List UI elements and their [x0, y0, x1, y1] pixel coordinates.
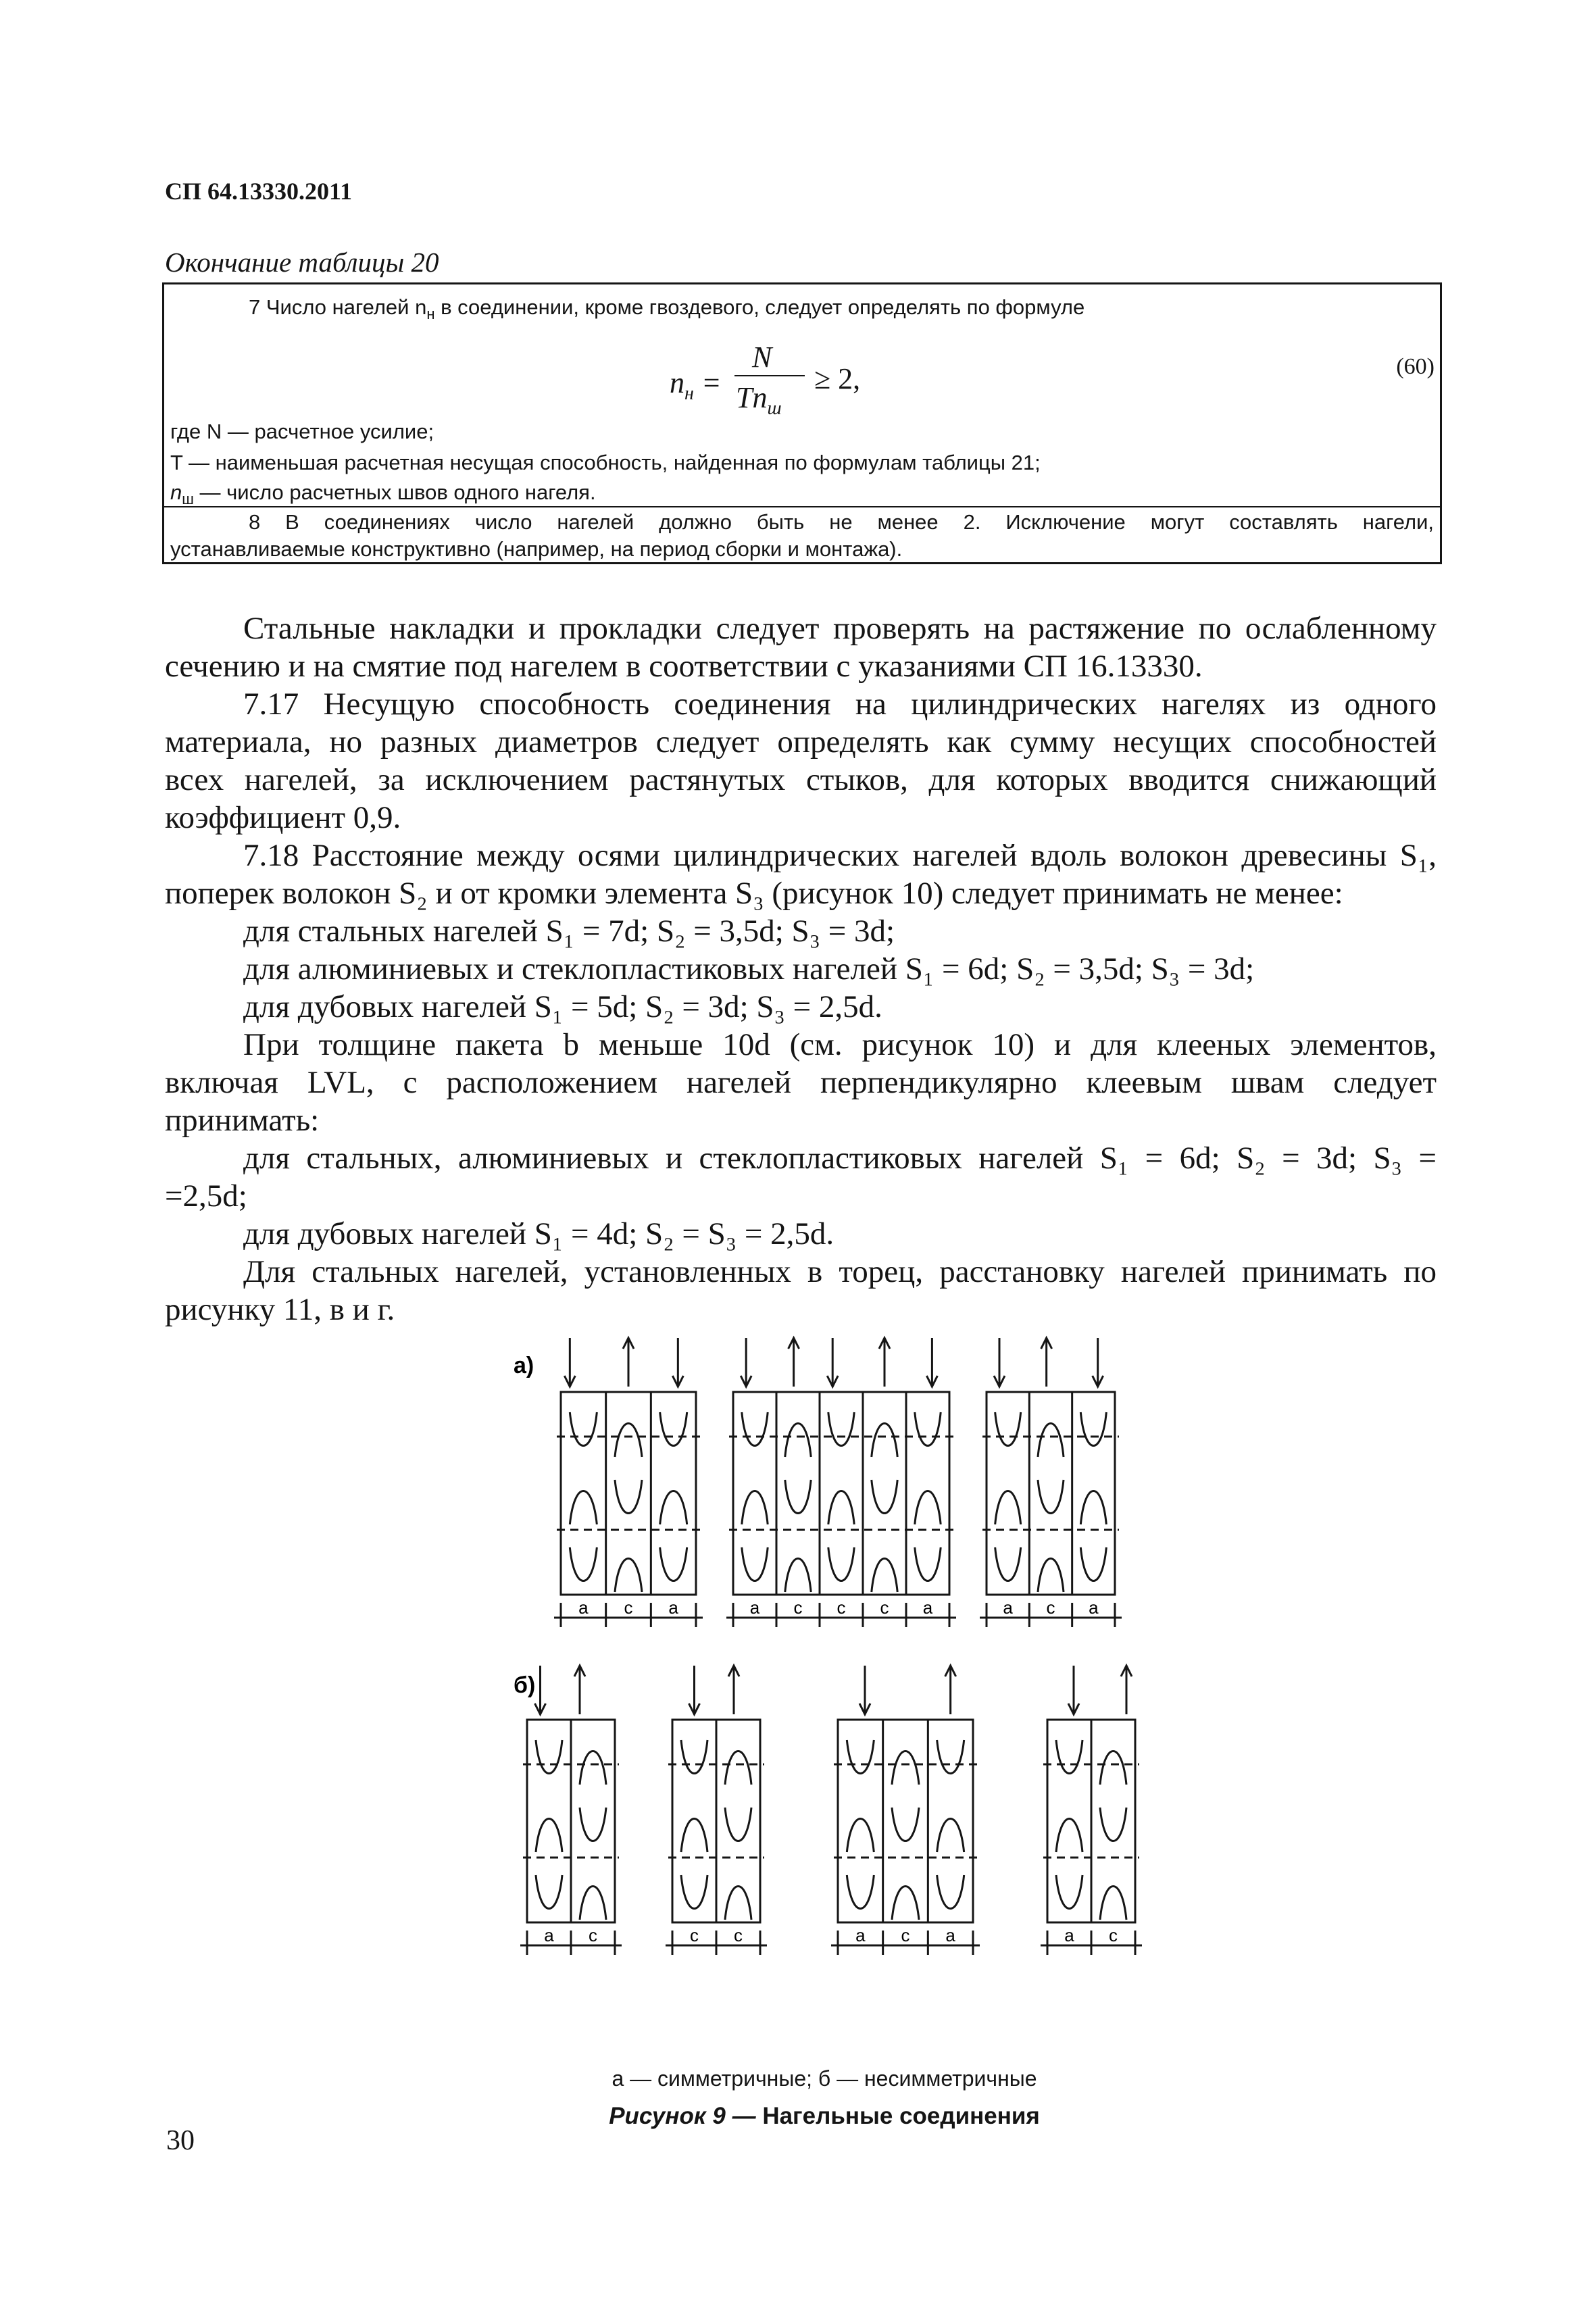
a1-dimension-a: a: [578, 1597, 589, 1618]
a3-dimension-c: c: [1046, 1597, 1055, 1618]
b4-dimension-a: a: [1064, 1925, 1074, 1945]
paragraph-7-17: 7.17 Несущую способность соединения на цилиндрических нагелях из одного: [243, 687, 1437, 722]
b4-fiber-curve: [1100, 1751, 1126, 1785]
a3-fiber-curve: [995, 1491, 1021, 1525]
b2-fiber-curve: [681, 1819, 707, 1853]
b4-fiber-curve: [1056, 1875, 1082, 1909]
a3-fiber-curve: [1038, 1424, 1064, 1458]
b1-fiber-curve: [536, 1875, 562, 1909]
a2-fiber-curve: [828, 1547, 854, 1581]
paragraph-thin-package: При толщине пакета b меньше 10d (см. рисунок 10) и для клееных элементов,: [243, 1027, 1437, 1062]
where-n: где N — расчетное усилие;: [170, 420, 434, 443]
b4-fiber-curve: [1056, 1740, 1082, 1774]
figure-part-b: [514, 1666, 1142, 1955]
b1-fiber-curve: [536, 1740, 562, 1774]
b1-fiber-curve: [580, 1887, 606, 1920]
b3-fiber-curve: [937, 1740, 964, 1774]
a2-dimension-a: a: [749, 1597, 760, 1618]
b4-fiber-curve: [1056, 1819, 1082, 1853]
a2-fiber-curve: [915, 1547, 941, 1581]
b4-fiber-curve: [1100, 1808, 1126, 1841]
a1-dimension-a: a: [668, 1597, 678, 1618]
a2-fiber-curve: [872, 1559, 897, 1593]
a3-fiber-curve: [995, 1547, 1021, 1581]
b4-fiber-curve: [1100, 1887, 1126, 1920]
table-20-continuation: 7 Число нагелей $n_н$ в соединении, кроме гвоздевого, следует определять по формуле $n_н$ = N $Tn_ш$ ≥ 2, (60) где N — расчетное усилие; T — наименьшая расчетная несущая способность, найденная по формулам таблицы 21; $n_ш$ — число расчетных швов одного нагеля. 8 В соединениях число нагелей должно быть не менее 2. Исключение могут составлять нагели, устанавливаемые конструктивно (например, на период сборки и монтажа).: [162, 282, 1442, 564]
a2-fiber-curve: [915, 1491, 941, 1525]
a2-dimension-c: c: [837, 1597, 846, 1618]
a3-fiber-curve: [1080, 1491, 1106, 1525]
a1-fiber-curve: [615, 1559, 642, 1593]
b3-fiber-curve: [892, 1887, 919, 1920]
b2-fiber-curve: [725, 1887, 751, 1920]
document-code: СП 64.13330.2011: [165, 178, 353, 205]
a1-fiber-curve: [570, 1412, 597, 1446]
b3-dimension-c: c: [901, 1925, 910, 1945]
a2-fiber-curve: [872, 1480, 897, 1514]
a3-fiber-curve: [1038, 1480, 1064, 1514]
a1-fiber-curve: [570, 1491, 597, 1525]
b1-dimension-a: a: [544, 1925, 554, 1945]
formula-number: (60): [1396, 354, 1435, 379]
a2-fiber-curve: [742, 1412, 768, 1446]
b1-fiber-curve: [580, 1751, 606, 1785]
where-nsh: $n_ш$ — число расчетных швов одного нагеля.: [170, 480, 596, 508]
table-item-7: 7 Число нагелей $n_н$ в соединении, кроме гвоздевого, следует определять по формуле: [249, 295, 1085, 323]
a2-fiber-curve: [785, 1559, 811, 1593]
a3-fiber-curve: [1080, 1547, 1106, 1581]
a2-fiber-curve: [915, 1412, 941, 1446]
b1-fiber-curve: [536, 1819, 562, 1853]
b2-dimension-c: c: [690, 1925, 699, 1945]
a2-fiber-curve: [785, 1480, 811, 1514]
a2-fiber-curve: [872, 1424, 897, 1458]
b1-fiber-curve: [580, 1808, 606, 1841]
where-t: T — наименьшая расчетная несущая способность, найденная по формулам таблицы 21;: [170, 451, 1041, 474]
table-row-divider: [164, 506, 1440, 507]
b3-dimension-a: a: [945, 1925, 955, 1945]
a1-fiber-curve: [570, 1547, 597, 1581]
b2-fiber-curve: [725, 1751, 751, 1785]
page-number: 30: [166, 2125, 195, 2156]
b2-fiber-curve: [725, 1808, 751, 1841]
b3-fiber-curve: [937, 1819, 964, 1853]
b3-fiber-curve: [937, 1875, 964, 1909]
b2-fiber-curve: [681, 1875, 707, 1909]
b3-dimension-a: a: [855, 1925, 866, 1945]
a1-fiber-curve: [615, 1424, 642, 1458]
b2-fiber-curve: [681, 1740, 707, 1774]
b3-fiber-curve: [892, 1808, 919, 1841]
table-continuation-label: Окончание таблицы 20: [165, 247, 439, 278]
a1-fiber-curve: [615, 1480, 642, 1514]
a2-dimension-a: a: [922, 1597, 933, 1618]
b3-fiber-curve: [847, 1819, 874, 1853]
table-item-8-line2: устанавливаемые конструктивно (например, на период сборки и монтажа).: [170, 537, 903, 561]
a3-fiber-curve: [1038, 1559, 1064, 1593]
a3-dimension-a: a: [1003, 1597, 1013, 1618]
paragraph-steel-plates: Стальные накладки и прокладки следует проверять на растяжение по ослабленному: [243, 611, 1437, 646]
a3-dimension-a: a: [1089, 1597, 1099, 1618]
b3-fiber-curve: [892, 1751, 919, 1785]
a1-dimension-c: c: [624, 1597, 633, 1618]
a2-fiber-curve: [828, 1491, 854, 1525]
a1-fiber-curve: [660, 1412, 687, 1446]
b3-fiber-curve: [847, 1875, 874, 1909]
figure-label-a: а): [514, 1353, 534, 1378]
paragraph-7-18: 7.18 Расстояние между осями цилиндрических нагелей вдоль волокон древесины S₁,: [243, 838, 1437, 873]
a3-fiber-curve: [1080, 1412, 1106, 1446]
paragraph-end-dowels: Для стальных нагелей, установленных в торец, расстановку нагелей принимать по: [243, 1254, 1437, 1289]
a3-fiber-curve: [995, 1412, 1021, 1446]
a2-fiber-curve: [785, 1424, 811, 1458]
a2-fiber-curve: [742, 1547, 768, 1581]
figure-title: Рисунок 9 — Нагельные соединения: [609, 2103, 1040, 2129]
a1-fiber-curve: [660, 1547, 687, 1581]
b1-dimension-c: c: [589, 1925, 597, 1945]
b3-fiber-curve: [847, 1740, 874, 1774]
a2-dimension-c: c: [793, 1597, 803, 1618]
main-text: Стальные накладки и прокладки следует проверять на растяжение по ослабленному сечению и на смятие под нагелем в соответствии с указаниями СП 16.13330. 7.17 Несущую способность соединения на цилиндрических нагелях из одного материала, но разных диаметров следует определять как сумму несущих способностей всех нагелей, за исключением растянутых стыков, для которых вводится снижающий коэффициент 0,9. 7.18 Расстояние между осями цилиндрических нагелей вдоль волокон древесины S₁, поперек волокон S₂ и от кромки элемента S₃ (рисунок 10) следует принимать не менее: для стальных нагелей S₁ = 7d; S₂ = 3,5d; S₃ = 3d; для алюминиевых и стеклопластиковых нагелей S₁ = 6d; S₂ = 3,5d; S₃ = 3d; для дубовых нагелей S₁ = 5d; S₂ = 3d; S₃ = 2,5d. При толщине пакета b меньше 10d (см. рисунок 10) и для клееных элементов, включая LVL, с расположением нагелей перпендикулярно клеевым швам следует принимать: для стальных, алюминиевых и стеклопластиковых нагелей S₁ = 6d; S₂ = 3d; S₃ = =2,5d; для дубовых нагелей S₁ = 4d; S₂ = S₃ = 2,5d. Для стальных нагелей, установленных в торец, расстановку нагелей принимать по рисунку 11, в и г.: [165, 611, 1437, 1327]
figure-label-b: б): [514, 1672, 536, 1698]
b2-dimension-c: c: [734, 1925, 743, 1945]
b4-dimension-c: c: [1109, 1925, 1118, 1945]
a1-fiber-curve: [660, 1491, 687, 1525]
figure-9-dowel-joints: [500, 1324, 1149, 2041]
figure-caption: а — симметричные; б — несимметричные: [612, 2066, 1037, 2091]
figure-part-a: [514, 1338, 1122, 1627]
a2-fiber-curve: [828, 1412, 854, 1446]
table-item-8-line1: 8 В соединениях число нагелей должно быть не менее 2. Исключение могут составлять нагели,: [249, 510, 1434, 534]
a2-fiber-curve: [742, 1491, 768, 1525]
a2-dimension-c: c: [880, 1597, 889, 1618]
